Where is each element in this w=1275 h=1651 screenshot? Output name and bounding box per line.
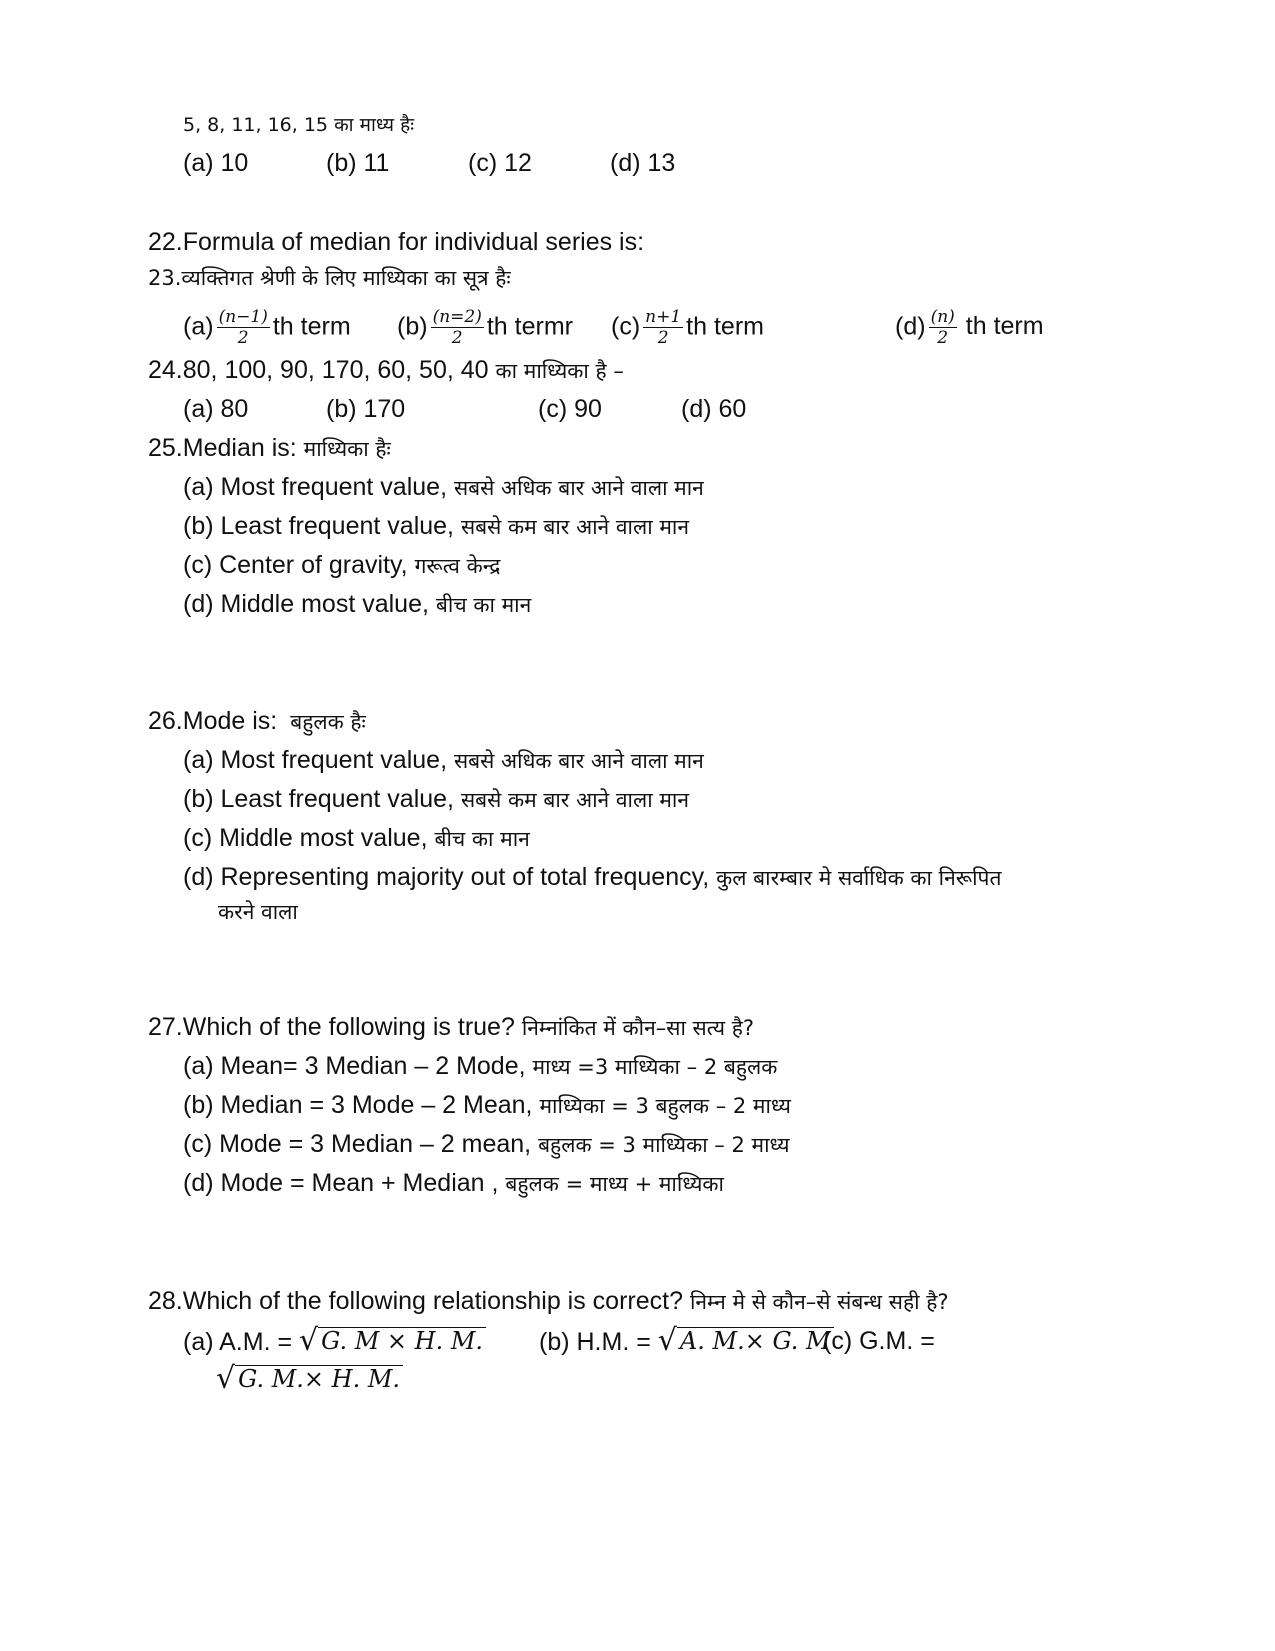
q28-stem xyxy=(148,1286,949,1316)
q21-option-b: (b) 11 xyxy=(326,149,390,177)
q24-option-b: (b) 170 xyxy=(326,395,406,423)
q26-b-hi: सबसे कम बार आने वाला मान xyxy=(460,788,689,812)
q25-b-hi: सबसे कम बार आने वाला मान xyxy=(460,515,689,539)
q23-b-label: (b) xyxy=(397,312,428,341)
q23-c-numerator: n+1 xyxy=(645,307,682,327)
q23-d-fraction xyxy=(929,308,957,347)
q28-option-c-label: (c) G.M. = xyxy=(823,1327,935,1355)
q25-stem-en: 25.Median is: xyxy=(148,434,297,462)
q28-c-radicand: G. M.× H. M. xyxy=(235,1365,403,1394)
q23-a-fraction xyxy=(217,308,270,347)
sqrt-icon: √ xyxy=(657,1323,677,1358)
q27-b-en: (b) Median = 3 Mode – 2 Mean, xyxy=(183,1091,533,1119)
sqrt-icon: √ xyxy=(216,1361,236,1396)
q23-b-fraction xyxy=(431,308,484,347)
q26-c-hi: बीच का मान xyxy=(434,827,530,851)
q26-a-en: (a) Most frequent value, xyxy=(183,746,448,774)
q23-options xyxy=(183,300,1083,350)
q23-c-denominator: 2 xyxy=(657,327,669,348)
q23-c-text: th term xyxy=(686,312,764,341)
q27-a-hi: माध्य =3 माध्यिका – 2 बहुलक xyxy=(532,1055,778,1079)
q24-option-d: (d) 60 xyxy=(681,395,747,423)
q28-options-row xyxy=(183,1322,983,1366)
q23-option-c xyxy=(611,308,764,347)
q26-stem-hi: बहुलक हैः xyxy=(290,710,366,734)
q25-stem-hi: माध्यिका हैः xyxy=(303,437,391,461)
q27-option-d xyxy=(183,1168,724,1198)
q24-stem xyxy=(148,355,624,385)
q25-stem xyxy=(148,433,391,463)
q27-option-a xyxy=(183,1051,777,1081)
q27-stem xyxy=(148,1012,754,1042)
q23-c-label: (c) xyxy=(611,312,641,341)
q25-option-a xyxy=(183,472,704,502)
q26-c-en: (c) Middle most value, xyxy=(183,824,428,852)
q26-option-b xyxy=(183,784,689,814)
q24-stem-en: 24.80, 100, 90, 170, 60, 50, 40 xyxy=(148,356,489,384)
q21-option-a: (a) 10 xyxy=(183,149,249,177)
q23-a-numerator: (n−1) xyxy=(218,307,268,327)
q21-option-c: (c) 12 xyxy=(468,149,532,177)
q23-d-denominator: 2 xyxy=(937,327,949,348)
q26-d-hi: कुल बारम्बार मे सर्वाधिक का निरूपित xyxy=(716,866,1002,890)
q28-option-c-root xyxy=(216,1361,403,1396)
q28-c-sqrt xyxy=(216,1361,403,1396)
q25-c-hi: गरूत्व केन्द्र xyxy=(414,554,501,578)
q25-option-c xyxy=(183,550,500,580)
q23-stem: 23.व्यक्तिगत श्रेणी के लिए माध्यिका का सूत्र हैः xyxy=(148,266,511,290)
q24-stem-hi: का माध्यिका है – xyxy=(495,359,624,383)
q25-option-d xyxy=(183,589,531,619)
q23-a-denominator: 2 xyxy=(237,327,249,348)
q27-option-b xyxy=(183,1090,791,1120)
q28-a-sqrt xyxy=(299,1323,486,1358)
q28-stem-hi: निम्न मे से कौन–से संबन्ध सही है? xyxy=(689,1290,949,1314)
q28-option-a xyxy=(183,1323,486,1358)
q23-b-text: th termr xyxy=(486,312,573,341)
q23-a-text: th term xyxy=(272,312,351,341)
q23-d-label: (d) xyxy=(895,312,926,341)
q23-b-denominator: 2 xyxy=(451,327,463,348)
sqrt-icon: √ xyxy=(299,1323,319,1358)
q25-option-b xyxy=(183,511,689,541)
q26-b-en: (b) Least frequent value, xyxy=(183,785,454,813)
q26-stem xyxy=(148,706,366,736)
q23-a-label: (a) xyxy=(183,312,214,341)
q24-option-c: (c) 90 xyxy=(538,395,602,423)
q25-d-hi: बीच का मान xyxy=(435,593,532,617)
q27-b-hi: माध्यिका = 3 बहुलक – 2 माध्य xyxy=(539,1094,791,1118)
q23-option-b xyxy=(397,308,573,347)
q26-d-en: (d) Representing majority out of total frequency, xyxy=(183,863,710,891)
q27-a-en: (a) Mean= 3 Median – 2 Mode, xyxy=(183,1052,526,1080)
q28-a-label: (a) A.M. = xyxy=(183,1328,293,1356)
q24-option-a: (a) 80 xyxy=(183,395,249,423)
q27-d-hi: बहुलक = माध्य + माध्यिका xyxy=(505,1172,724,1196)
q26-stem-en: 26.Mode is: xyxy=(148,707,278,735)
q23-d-numerator: (n) xyxy=(930,307,955,327)
q27-stem-hi: निम्नांकित में कौन–सा सत्य है? xyxy=(521,1016,754,1040)
q21-stem: 5, 8, 11, 16, 15 का माध्य हैः xyxy=(183,114,415,136)
q25-a-hi: सबसे अधिक बार आने वाला मान xyxy=(453,476,704,500)
q23-b-numerator: (n=2) xyxy=(432,307,482,327)
q23-option-d xyxy=(895,308,1044,347)
q25-a-en: (a) Most frequent value, xyxy=(183,473,448,501)
q28-a-radicand: G. M × H. M. xyxy=(318,1327,486,1356)
q21-option-d: (d) 13 xyxy=(610,149,676,177)
q26-option-c xyxy=(183,823,530,853)
q26-option-a xyxy=(183,745,704,775)
q26-option-d xyxy=(183,862,1001,892)
q23-d-text: th term xyxy=(965,312,1044,341)
q22-stem: 22.Formula of median for individual series is: xyxy=(148,228,645,256)
q25-d-en: (d) Middle most value, xyxy=(183,590,429,618)
q27-stem-en: 27.Which of the following is true? xyxy=(148,1013,515,1041)
q28-b-sqrt xyxy=(657,1323,834,1358)
q28-b-label: (b) H.M. = xyxy=(539,1328,651,1356)
q27-c-en: (c) Mode = 3 Median – 2 mean, xyxy=(183,1130,532,1158)
q26-option-d-continuation: करने वाला xyxy=(218,900,298,924)
q28-stem-en: 28.Which of the following relationship is correct? xyxy=(148,1287,683,1315)
q23-option-a xyxy=(183,308,351,347)
q27-c-hi: बहुलक = 3 माध्यिका – 2 माध्य xyxy=(538,1133,790,1157)
q26-a-hi: सबसे अधिक बार आने वाला मान xyxy=(453,749,704,773)
q25-b-en: (b) Least frequent value, xyxy=(183,512,454,540)
q27-d-en: (d) Mode = Mean + Median , xyxy=(183,1169,499,1197)
q28-option-b xyxy=(539,1323,834,1358)
q27-option-c xyxy=(183,1129,790,1159)
q23-c-fraction xyxy=(643,308,683,347)
q25-c-en: (c) Center of gravity, xyxy=(183,551,408,579)
q28-b-radicand: A. M.× G. M xyxy=(677,1327,834,1356)
